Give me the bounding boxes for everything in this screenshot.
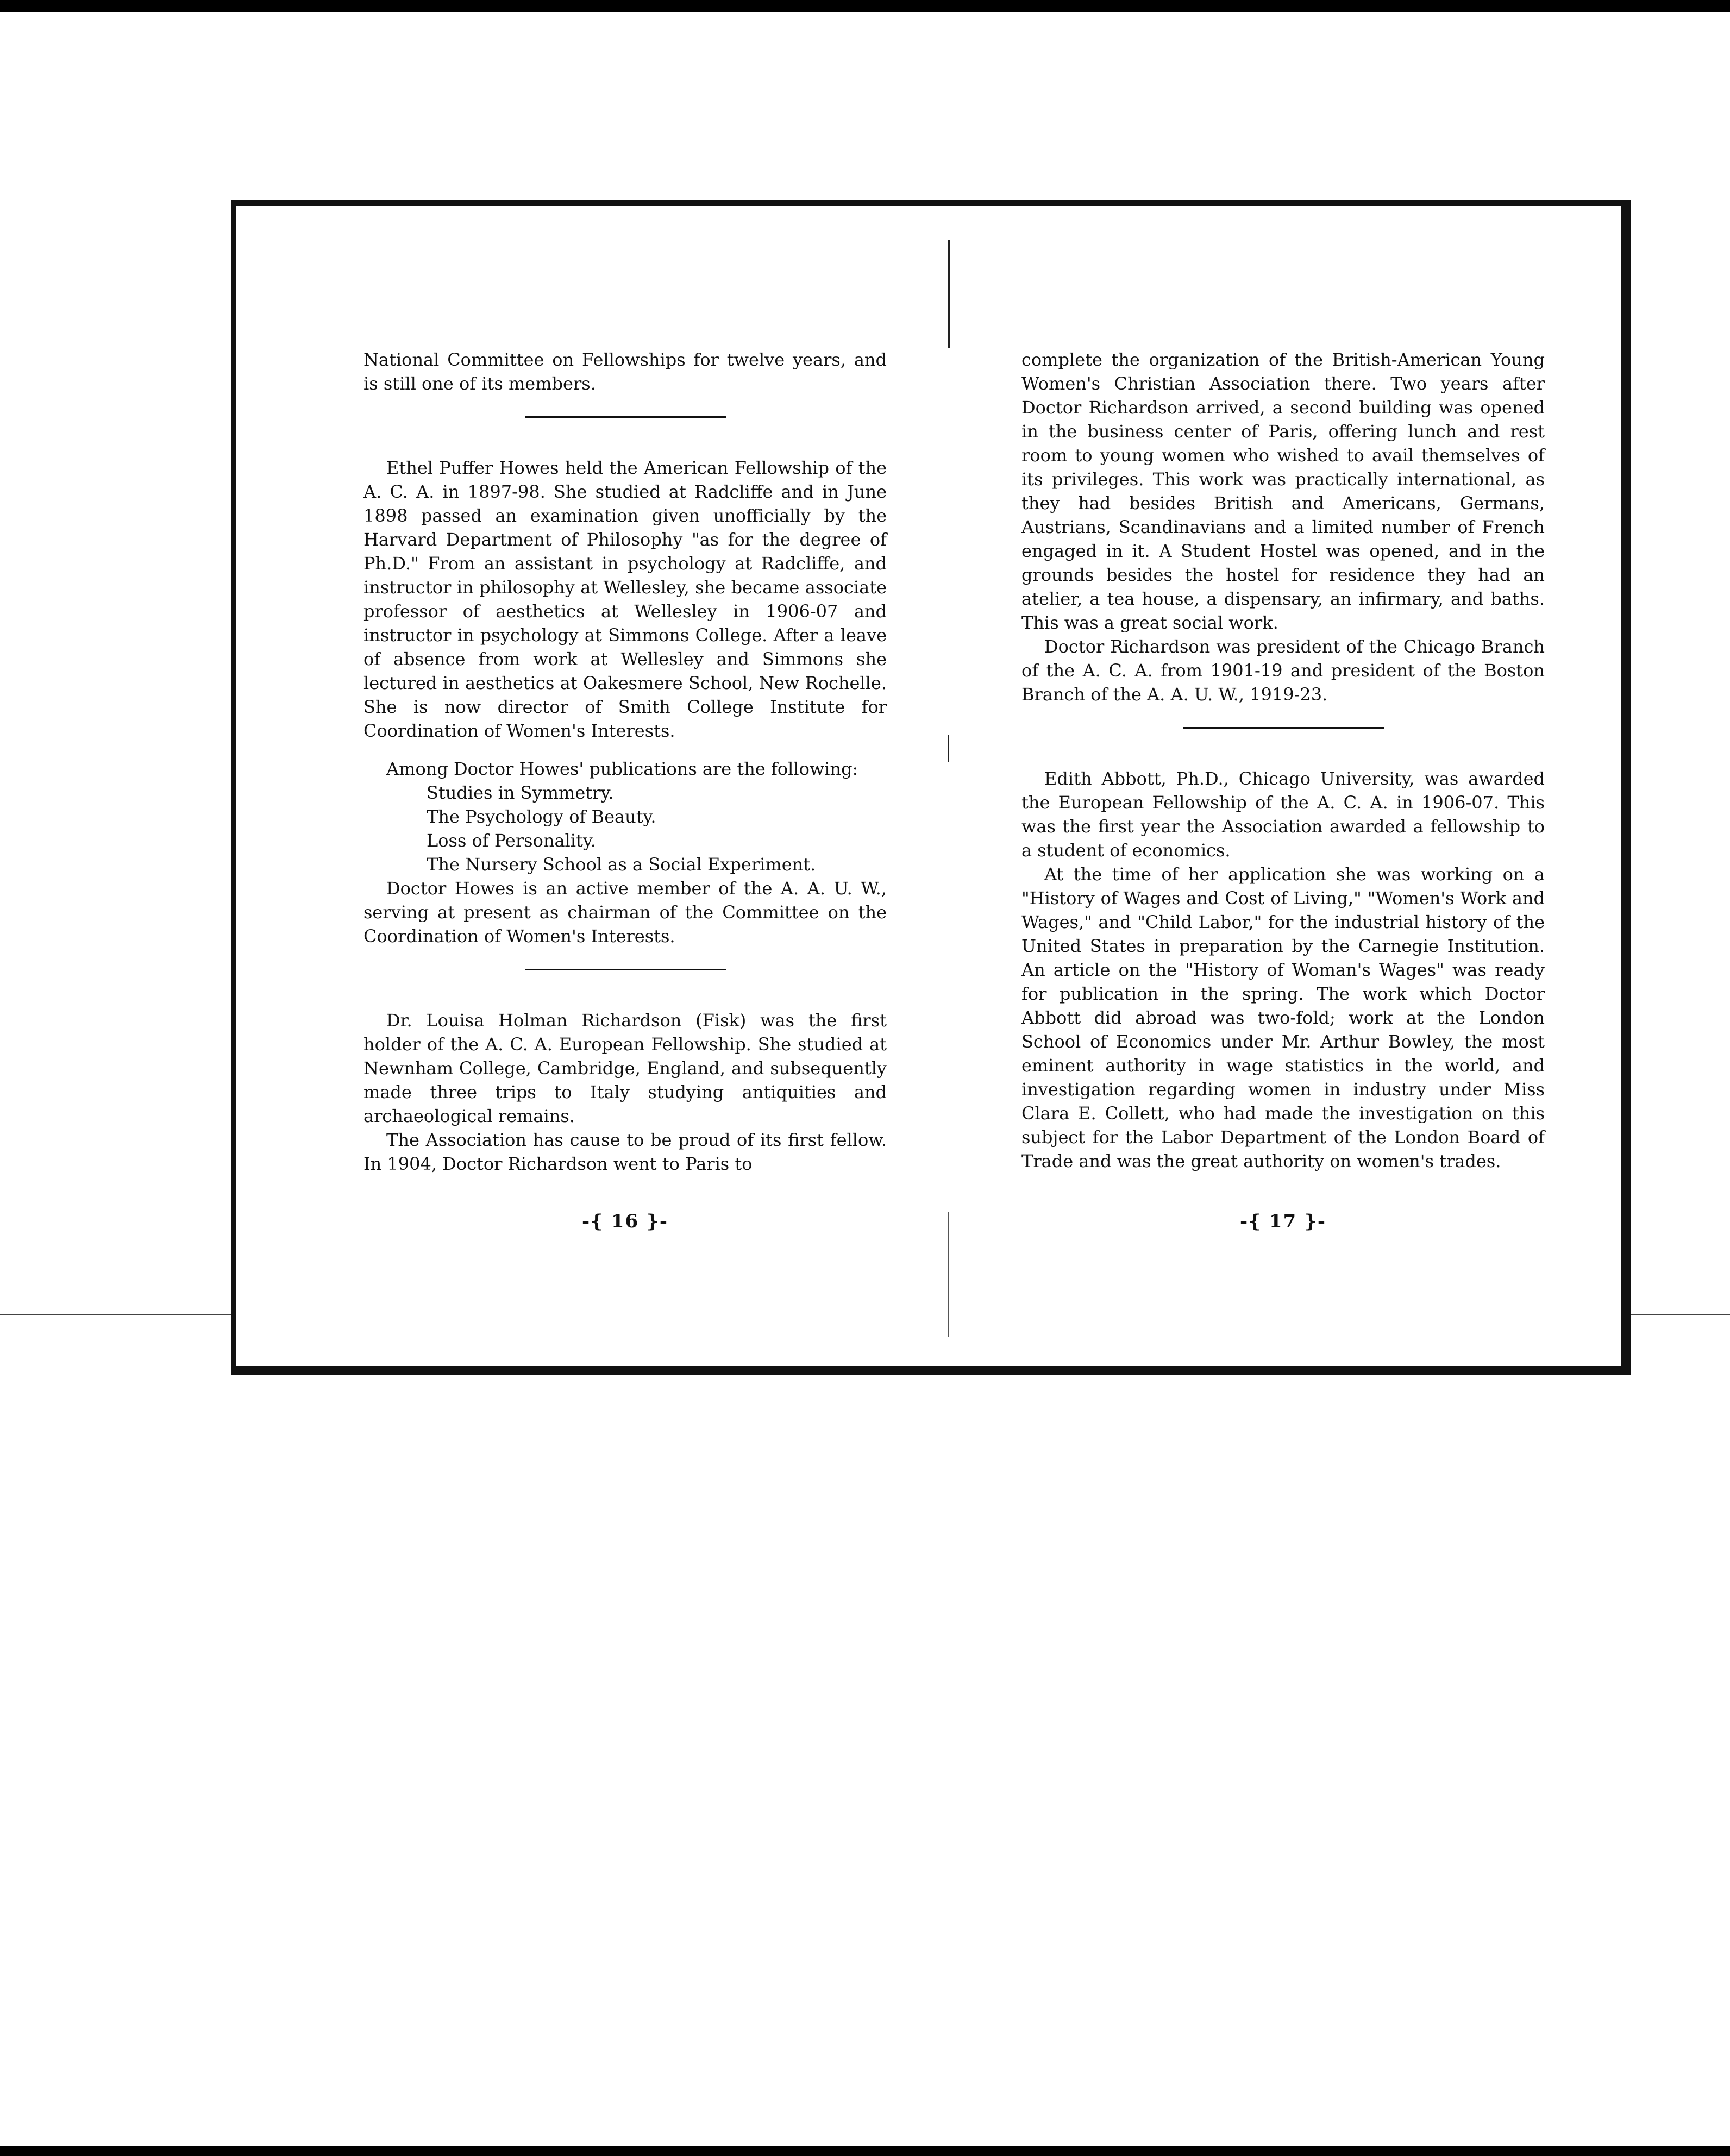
scan-top-border — [0, 0, 1730, 12]
section-divider — [525, 969, 726, 970]
gutter-line — [948, 735, 949, 762]
list-item: The Psychology of Beauty. — [427, 806, 656, 827]
richardson-paragraph: Dr. Louisa Holman Richardson (Fisk) was the first holder of the A. C. A. European Fellowship. She studied at Newnham College, Cambridge, England, and subsequently made three trips to Italy studying antiquities and archaeological remains. — [363, 1010, 887, 1126]
section-divider — [1183, 727, 1384, 729]
howes-publications-list — [363, 781, 887, 876]
richardson-president-paragraph: Doctor Richardson was president of the Chicago Branch of the A. C. A. from 1901-19 and president of the Boston Branch of the A. A. U. W., 1919-23. — [1021, 636, 1545, 705]
continuation-text: National Committee on Fellowships for twelve years, and is still one of its members. — [363, 349, 887, 394]
howes-paragraph: Ethel Puffer Howes held the American Fellowship of the A. C. A. in 1897-98. She studied at Radcliffe and in June 1898 passed an examination given unofficially by the Harvard Department of Philosophy "as for the degree of Ph.D." From an assistant in psychology at Radcliffe, and instructor in philosophy at Wellesley, she became associate professor of aesthetics at Wellesley in 1906-07 and instructor in psychology at Simmons College. After a leave of absence from work at Wellesley and Simmons she lectured in aesthetics at Oakesmere School, New Rochelle. She is now director of Smith College Institute for Coordination of Women's Interests. — [363, 457, 887, 741]
abbott-research-paragraph: At the time of her application she was working on a "History of Wages and Cost of Living," "Women's Work and Wages," and "Child Labor," for the industrial history of the United States in preparation by the Carnegie Institution. An article on the "History of Woman's Wages" was ready for publication in the spring. The work which Doctor Abbott did abroad was two-fold; work at the London School of Economics under Mr. Arthur Bowley, the most eminent authority in wage statistics in the world, and investigation regarding women in industry under Miss Clara E. Collett, who had made the investigation on this subject for the Labor Department of the London Board of Trade and was the great authority on women's trades. — [1021, 864, 1545, 1171]
richardson-paris-paragraph: The Association has cause to be proud of its first fellow. In 1904, Doctor Richardson went to Paris to — [363, 1130, 887, 1174]
page-number-17: -{ 17 }- — [1240, 1211, 1326, 1232]
howes-membership-paragraph: Doctor Howes is an active member of the A. A. U. W., serving at present as chairman of the Committee on the Coordination of Women's Interests. — [363, 878, 887, 947]
page-number-16: -{ 16 }- — [582, 1211, 668, 1232]
list-item: The Nursery School as a Social Experiment. — [427, 854, 816, 875]
section-divider — [525, 416, 726, 418]
page-16 — [363, 348, 887, 1176]
scan-bottom-border — [0, 2146, 1730, 2156]
howes-publications-intro: Among Doctor Howes' publications are the following: — [386, 759, 858, 779]
list-item: Studies in Symmetry. — [427, 782, 614, 803]
list-item: Loss of Personality. — [427, 830, 596, 851]
gutter-line — [948, 240, 950, 348]
fold-line-right — [1631, 1314, 1730, 1315]
fold-line-left — [0, 1314, 231, 1315]
abbott-paragraph: Edith Abbott, Ph.D., Chicago University, was awarded the European Fellowship of the A. C. A. in 1906-07. This was the first year the Association awarded a fellowship to a student of economics. — [1021, 768, 1545, 861]
page-17 — [1021, 348, 1545, 1173]
continuation-text: complete the organization of the British-American Young Women's Christian Association there. Two years after Doctor Richardson arrived, a second building was opened in the business center of Paris, offering lunch and rest room to young women who wished to avail themselves of its privileges. This work was practically international, as they had besides British and Americans, Germans, Austrians, Scandinavians and a limited number of French engaged in it. A Student Hostel was opened, and in the grounds besides the hostel for residence they had an atelier, a tea house, a dispensary, an infirmary, and baths. This was a great social work. — [1021, 349, 1545, 633]
gutter-line — [948, 1212, 949, 1337]
